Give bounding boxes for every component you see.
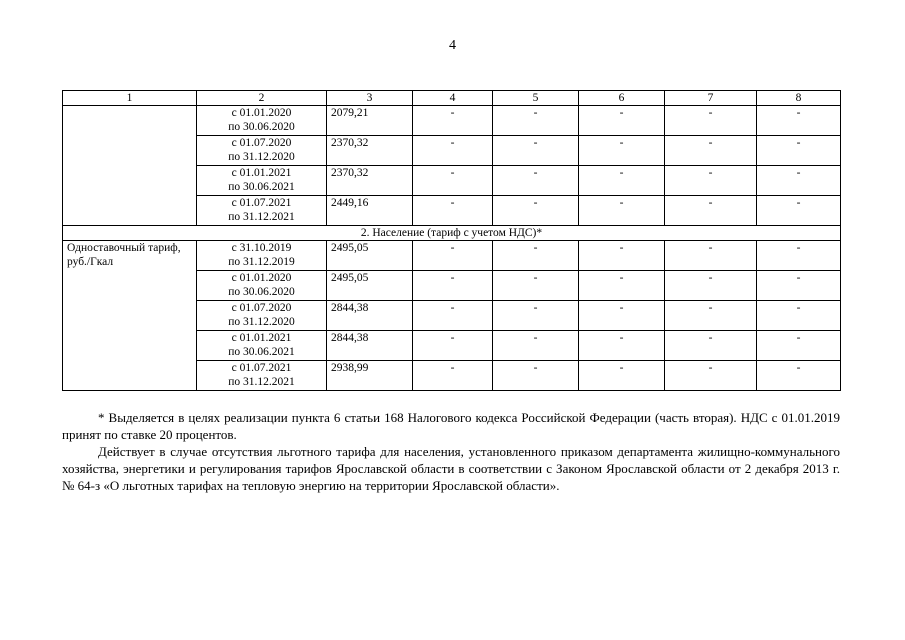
period-from: с 01.07.2021	[231, 362, 292, 374]
footnote-validity: Действует в случае отсутствия льготного тарифа для населения, установленного приказом департамента жилищно-коммунального хозяйства, энергетики и регулирования тарифов Ярославской области в соответствии с Законом Ярославской области от 2 декабря 2013 г. № 64-з «О льготных тарифах на тепловую энергию на территории Ярославской области».	[62, 444, 840, 493]
period-to: по 30.06.2021	[228, 181, 295, 193]
section-title-cell: 2. Население (тариф с учетом НДС)*	[63, 226, 841, 241]
empty-value-cell: -	[493, 331, 579, 361]
empty-value-cell: -	[757, 301, 841, 331]
empty-value-cell: -	[757, 166, 841, 196]
empty-value-cell: -	[757, 271, 841, 301]
section-row	[63, 226, 841, 241]
period-from: с 31.10.2019	[231, 242, 292, 254]
empty-value-cell: -	[413, 241, 493, 271]
period-from: с 01.01.2020	[231, 272, 292, 284]
period-to: по 31.12.2020	[228, 316, 295, 328]
empty-value-cell: -	[579, 301, 665, 331]
category-cell: Одноставочный тариф, руб./Гкал	[63, 241, 197, 391]
empty-value-cell: -	[413, 166, 493, 196]
empty-value-cell: -	[413, 196, 493, 226]
period-cell	[197, 301, 327, 331]
empty-value-cell: -	[579, 361, 665, 391]
empty-value-cell: -	[665, 361, 757, 391]
period-to: по 30.06.2020	[228, 286, 295, 298]
period-to: по 31.12.2021	[228, 211, 295, 223]
page-number: 4	[449, 38, 456, 53]
empty-value-cell: -	[413, 301, 493, 331]
tariff-value-cell: 2938,99	[327, 361, 413, 391]
empty-value-cell: -	[757, 196, 841, 226]
period-from: с 01.01.2021	[231, 167, 292, 179]
empty-value-cell: -	[413, 106, 493, 136]
empty-value-cell: -	[579, 271, 665, 301]
empty-value-cell: -	[579, 166, 665, 196]
table-row	[63, 241, 841, 271]
header-cell: 5	[493, 91, 579, 106]
empty-value-cell: -	[757, 361, 841, 391]
period-cell	[197, 136, 327, 166]
period-from: с 01.01.2021	[231, 332, 292, 344]
empty-value-cell: -	[413, 271, 493, 301]
period-to: по 31.12.2020	[228, 151, 295, 163]
empty-value-cell: -	[665, 166, 757, 196]
header-cell: 6	[579, 91, 665, 106]
table-header-row	[63, 91, 841, 106]
tariff-value-cell: 2370,32	[327, 136, 413, 166]
tariff-value-cell: 2844,38	[327, 331, 413, 361]
empty-value-cell: -	[493, 196, 579, 226]
empty-value-cell: -	[493, 361, 579, 391]
empty-value-cell: -	[757, 106, 841, 136]
empty-value-cell: -	[757, 331, 841, 361]
empty-value-cell: -	[665, 136, 757, 166]
empty-value-cell: -	[665, 106, 757, 136]
period-cell	[197, 166, 327, 196]
empty-value-cell: -	[579, 331, 665, 361]
period-to: по 31.12.2019	[228, 256, 295, 268]
footnotes	[62, 409, 840, 494]
tariff-value-cell: 2495,05	[327, 241, 413, 271]
period-cell	[197, 106, 327, 136]
empty-value-cell: -	[493, 106, 579, 136]
header-cell: 8	[757, 91, 841, 106]
table-row	[63, 106, 841, 136]
header-cell: 3	[327, 91, 413, 106]
header-cell: 1	[63, 91, 197, 106]
category-cell	[63, 106, 197, 226]
empty-value-cell: -	[493, 166, 579, 196]
empty-value-cell: -	[665, 196, 757, 226]
period-cell	[197, 331, 327, 361]
empty-value-cell: -	[757, 241, 841, 271]
empty-value-cell: -	[413, 136, 493, 166]
period-cell	[197, 361, 327, 391]
header-cell: 2	[197, 91, 327, 106]
empty-value-cell: -	[413, 361, 493, 391]
tariff-value-cell: 2370,32	[327, 166, 413, 196]
period-cell	[197, 196, 327, 226]
tariff-value-cell: 2495,05	[327, 271, 413, 301]
period-from: с 01.07.2021	[231, 197, 292, 209]
empty-value-cell: -	[579, 106, 665, 136]
period-cell	[197, 271, 327, 301]
empty-value-cell: -	[493, 241, 579, 271]
empty-value-cell: -	[579, 241, 665, 271]
tariff-value-cell: 2844,38	[327, 301, 413, 331]
empty-value-cell: -	[413, 331, 493, 361]
empty-value-cell: -	[493, 271, 579, 301]
period-to: по 30.06.2021	[228, 346, 295, 358]
empty-value-cell: -	[757, 136, 841, 166]
empty-value-cell: -	[665, 271, 757, 301]
footnote-vat: * Выделяется в целях реализации пункта 6 статьи 168 Налогового кодекса Российской Федерации (часть вторая). НДС с 01.01.2019 принят по ставке 20 процентов.	[62, 410, 840, 442]
header-cell: 7	[665, 91, 757, 106]
period-to: по 31.12.2021	[228, 376, 295, 388]
header-cell: 4	[413, 91, 493, 106]
empty-value-cell: -	[665, 331, 757, 361]
empty-value-cell: -	[579, 136, 665, 166]
empty-value-cell: -	[665, 301, 757, 331]
empty-value-cell: -	[665, 241, 757, 271]
period-from: с 01.07.2020	[231, 302, 292, 314]
tariff-table	[62, 90, 841, 391]
period-from: с 01.07.2020	[231, 137, 292, 149]
period-to: по 30.06.2020	[228, 121, 295, 133]
tariff-value-cell: 2449,16	[327, 196, 413, 226]
empty-value-cell: -	[579, 196, 665, 226]
period-from: с 01.01.2020	[231, 107, 292, 119]
empty-value-cell: -	[493, 301, 579, 331]
empty-value-cell: -	[493, 136, 579, 166]
period-cell	[197, 241, 327, 271]
tariff-value-cell: 2079,21	[327, 106, 413, 136]
